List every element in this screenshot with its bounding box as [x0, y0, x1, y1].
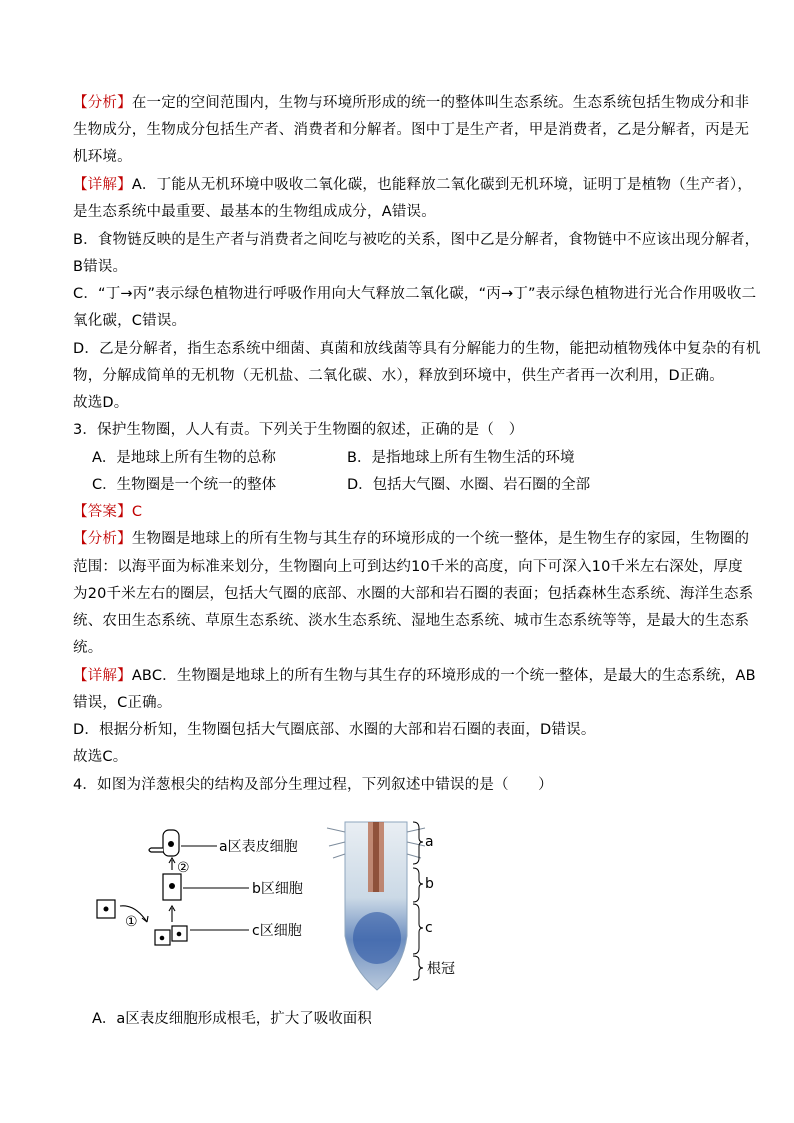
- q3-analysis-line-4: 统、农田生态系统、草原生态系统、淡水生态系统、湿地生态系统、城市生态系统等等，是最大的生态系: [73, 613, 750, 629]
- q3-conclusion: 故选C。: [73, 749, 128, 765]
- b-zone-cell: [163, 874, 181, 900]
- q4-option-a: A．a区表皮细胞形成根毛，扩大了吸收面积: [92, 1011, 372, 1027]
- q2-detail-line-1: 【详解】A．丁能从无机环境中吸收二氧化碳，也能释放二氧化碳到无机环境，证明丁是植物（生产者），: [73, 177, 753, 193]
- label-step-2: ②: [177, 860, 190, 876]
- analysis-tag: 【分析】: [73, 531, 132, 547]
- root-hair-cell: [149, 830, 179, 856]
- q2-analysis-line-2: 生物成分，生物成分包括生产者、消费者和分解者。图中丁是生产者，甲是消费者，乙是分解者，丙是无: [73, 122, 750, 138]
- analysis-tag: 【分析】: [73, 95, 132, 111]
- detail-tag: 【详解】: [73, 668, 132, 684]
- answer-tag: 【答案】: [73, 504, 132, 520]
- q2-conclusion: 故选D。: [73, 395, 129, 411]
- q3-option-a: A．是地球上所有生物的总称: [92, 450, 276, 466]
- q3-analysis-line-5: 统。: [73, 640, 103, 656]
- label-zone-a: a: [425, 834, 434, 850]
- onion-root-tip-figure: [95, 818, 475, 998]
- label-b-zone-cell: b区细胞: [252, 881, 303, 897]
- q3-analysis-line-2: 范围：以海平面为标准来划分，生物圈向上可到达约10千米的高度，向下可深入10千米左右深处，厚度: [73, 559, 743, 575]
- detail-tag: 【详解】: [73, 177, 132, 193]
- label-a-zone-cell: a区表皮细胞: [219, 839, 298, 855]
- root-tip: [327, 822, 425, 990]
- q2-analysis-line-1: 【分析】在一定的空间范围内，生物与环境所形成的统一的整体叫生态系统。生态系统包括生物成分和非: [73, 95, 750, 111]
- q4-stem: 4．如图为洋葱根尖的结构及部分生理过程，下列叙述中错误的是（ ）: [73, 777, 553, 793]
- q3-option-b: B．是指地球上所有生物生活的环境: [347, 450, 575, 466]
- q3-stem: 3．保护生物圈，人人有责。下列关于生物圈的叙述，正确的是（ ）: [73, 422, 524, 438]
- q2-analysis-line-3: 机环境。: [73, 149, 132, 165]
- c-zone-cells: [155, 926, 187, 945]
- q2-option-d-line-1: D．乙是分解者，指生态系统中细菌、真菌和放线菌等具有分解能力的生物，能把动植物残体中复杂的有机: [73, 341, 761, 357]
- dividing-cell: [97, 900, 115, 918]
- q3-answer: 【答案】C: [73, 504, 143, 520]
- label-zone-c: c: [425, 920, 433, 936]
- label-step-1: ①: [125, 914, 138, 930]
- q2-option-c-line-2: 氧化碳，C错误。: [73, 313, 187, 329]
- label-root-cap: 根冠: [427, 961, 455, 977]
- label-c-zone-cell: c区细胞: [252, 923, 302, 939]
- q2-option-b-line-1: B．食物链反映的是生产者与消费者之间吃与被吃的关系，图中乙是分解者，食物链中不应该出现分解者，: [73, 232, 760, 248]
- q2-option-d-line-2: 物，分解成简单的无机物（无机盐、二氧化碳、水），释放到环境中，供生产者再一次利用，D正确。: [73, 368, 724, 384]
- q2-option-c-line-1: C．“丁→丙”表示绿色植物进行呼吸作用向大气释放二氧化碳，“丙→丁”表示绿色植物进行光合作用吸收二: [73, 286, 757, 302]
- q3-option-d: D．包括大气圈、水圈、岩石圈的全部: [347, 477, 591, 493]
- q2-option-b-line-2: B错误。: [73, 259, 128, 275]
- q3-detail-line-2: 错误，C正确。: [73, 695, 172, 711]
- q3-detail-line-1: 【详解】ABC．生物圈是地球上的所有生物与其生存的环境形成的一个统一整体，是最大的生态系统，AB: [73, 668, 756, 684]
- label-zone-b: b: [425, 876, 434, 892]
- q3-option-d-explain: D．根据分析知，生物圈包括大气圈底部、水圈的大部和岩石圈的表面，D错误。: [73, 722, 596, 738]
- q3-analysis-line-1: 【分析】生物圈是地球上的所有生物与其生存的环境形成的一个统一整体，是生物生存的家园，生物圈的: [73, 531, 750, 547]
- q2-detail-line-2: 是生态系统中最重要、最基本的生物组成成分，A错误。: [73, 204, 436, 220]
- q3-option-c: C．生物圈是一个统一的整体: [92, 477, 277, 493]
- q3-analysis-line-3: 为20千米左右的圈层，包括大气圈的底部、水圈的大部和岩石圈的表面；包括森林生态系统、海洋生态系: [73, 586, 754, 602]
